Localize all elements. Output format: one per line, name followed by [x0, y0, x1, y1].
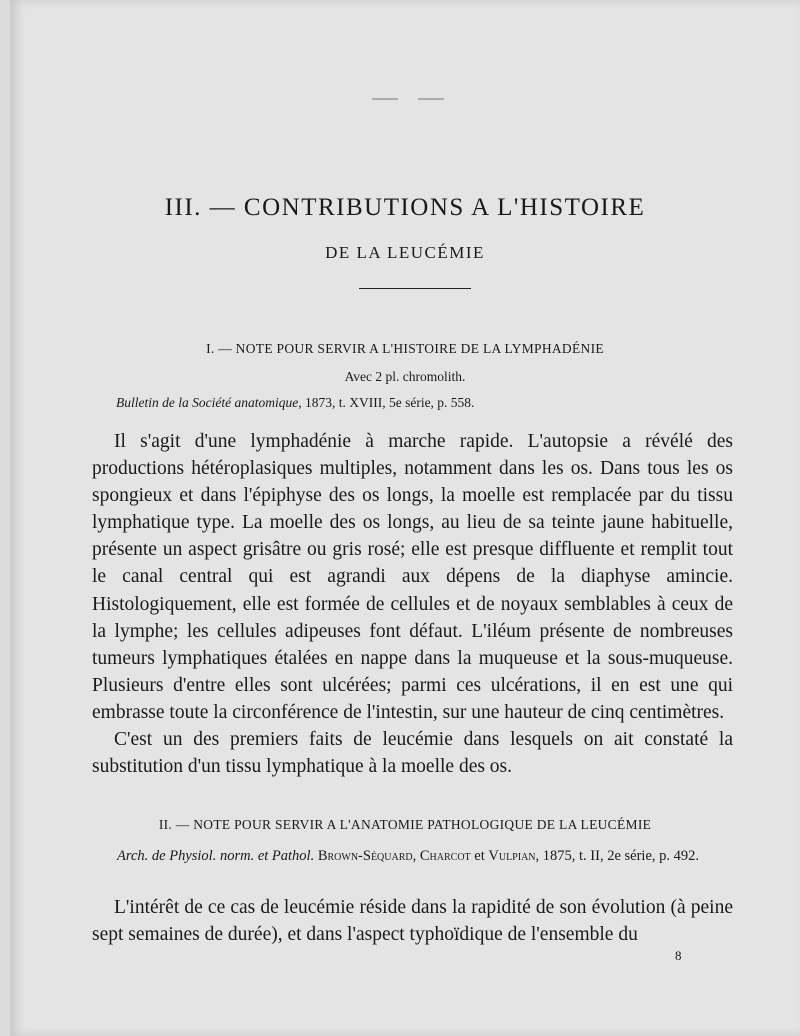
paragraph: C'est un des premiers faits de leucémie dans lesquels on ait constaté la substitution d'un tissu lymphatique à la moelle des os.: [92, 729, 733, 778]
paragraph: Il s'agit d'une lymphadénie à marche rapide. L'autopsie a révélé des productions hétéroplasiques multiples, notamment dans les os. Dans tous les os spongieux et dans l'épiphyse des os longs, la moelle est remplacée par du tissu lymphatique type. La moelle des os longs, au lieu de sa teinte jaune habituelle, présente un aspect grisâtre ou gris rosé; elle est presque diffluente et remplit tout le canal central qui est agrandi aux dépens de la diaphyse amincie. Histologiquement, elle est formée de cellules et de noyaux semblables à ceux de la lymphe; les cellules adipeuses font défaut. L'iléum présente de nombreuses tumeurs lymphatiques étalées en nappe dans la muqueuse et la sous-muqueuse. Plusieurs d'entre elles sont ulcérées; parmi ces ulcérations, il en est une qui embrasse toute la circonférence de l'intestin, sur une hauteur de cinq centimètres.: [92, 431, 733, 723]
author-vulpian: Vulpian: [488, 848, 536, 864]
section-2-reference-details: , 1875, t. II, 2e série, p. 492.: [535, 848, 700, 864]
section-1-body: [92, 428, 733, 780]
author-brown-sequard: Brown-Séquard: [317, 848, 413, 864]
section-1-plates-note: Avec 2 pl. chromolith.: [344, 369, 466, 384]
document-page: [10, 0, 800, 1036]
section-2-body: [92, 894, 733, 948]
ink-mark: [418, 98, 444, 100]
page-number: 8: [675, 948, 682, 963]
section-1-reference: [116, 395, 474, 411]
section-2-reference: Arch. de Physiol. norm. et Pathol. Brown-Séquard, Charcot et Vulpian, 1875, t. II, 2e série, p. 492.: [117, 848, 700, 864]
paragraph: L'intérêt de ce cas de leucémie réside dans la rapidité de son évolution (à peine sept semaines de durée), et dans l'aspect typhoïdique de l'ensemble du: [92, 897, 733, 946]
author-charcot: Charcot: [419, 848, 471, 864]
title-rule: [359, 288, 471, 289]
author-conjunction: et: [474, 848, 485, 864]
section-1-title: I. — NOTE POUR SERVIR A L'HISTOIRE DE LA LYMPHADÉNIE: [206, 341, 604, 356]
section-1-journal: Bulletin de la Société anatomique: [116, 395, 299, 410]
section-1-reference-details: , 1873, t. XVIII, 5e série, p. 558.: [298, 395, 475, 410]
ink-mark: [372, 98, 398, 100]
section-2-journal: Arch. de Physiol. norm. et Pathol.: [117, 848, 315, 864]
chapter-title: III. — CONTRIBUTIONS A L'HISTOIRE: [164, 194, 646, 221]
section-2-title: II. — NOTE POUR SERVIR A L'ANATOMIE PATHOLOGIQUE DE LA LEUCÉMIE: [158, 817, 652, 832]
chapter-subtitle: DE LA LEUCÉMIE: [325, 243, 485, 262]
